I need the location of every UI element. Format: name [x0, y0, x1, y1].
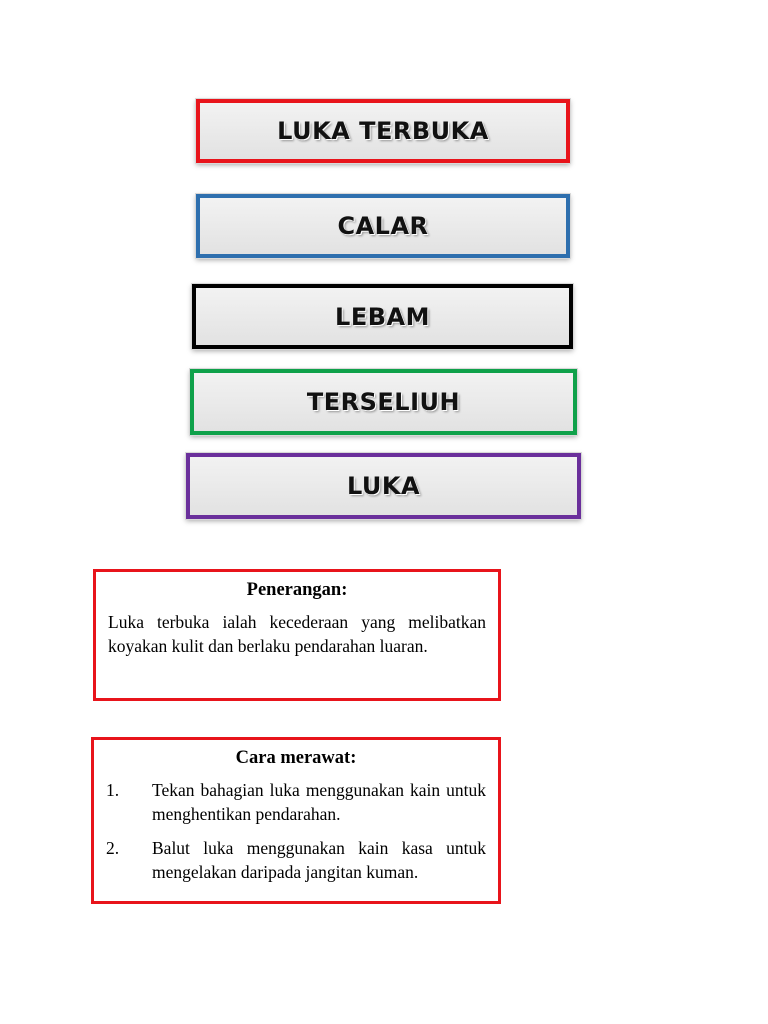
- step-item: [106, 778, 486, 826]
- penerangan-box: [93, 569, 501, 701]
- step-number: 2.: [106, 838, 120, 858]
- label-terseliuh: [190, 369, 577, 435]
- label-terseliuh-text: TERSELIUH: [306, 388, 461, 416]
- cara-merawat-box: [91, 737, 501, 904]
- label-lebam: [192, 284, 573, 349]
- step-text: Tekan bahagian luka menggunakan kain untuk menghentikan pendarahan.: [152, 780, 486, 824]
- cara-merawat-steps: [106, 778, 486, 884]
- step-item: [106, 836, 486, 884]
- penerangan-title: Penerangan:: [246, 580, 348, 600]
- cara-merawat-title: Cara merawat:: [235, 748, 357, 768]
- label-lebam-text: LEBAM: [335, 302, 430, 331]
- label-luka-terbuka: [196, 99, 570, 163]
- label-calar-text: CALAR: [337, 212, 429, 240]
- penerangan-body: Luka terbuka ialah kecederaan yang melibatkan koyakan kulit dan berlaku pendarahan luaran.: [108, 612, 486, 656]
- label-luka-terbuka-text: LUKA TERBUKA: [277, 117, 489, 145]
- label-calar: [196, 194, 570, 258]
- label-luka: [186, 453, 581, 519]
- label-luka-text: LUKA: [346, 472, 421, 500]
- step-text: Balut luka menggunakan kain kasa untuk mengelakan daripada jangitan kuman.: [152, 838, 486, 882]
- step-number: 1.: [106, 780, 120, 800]
